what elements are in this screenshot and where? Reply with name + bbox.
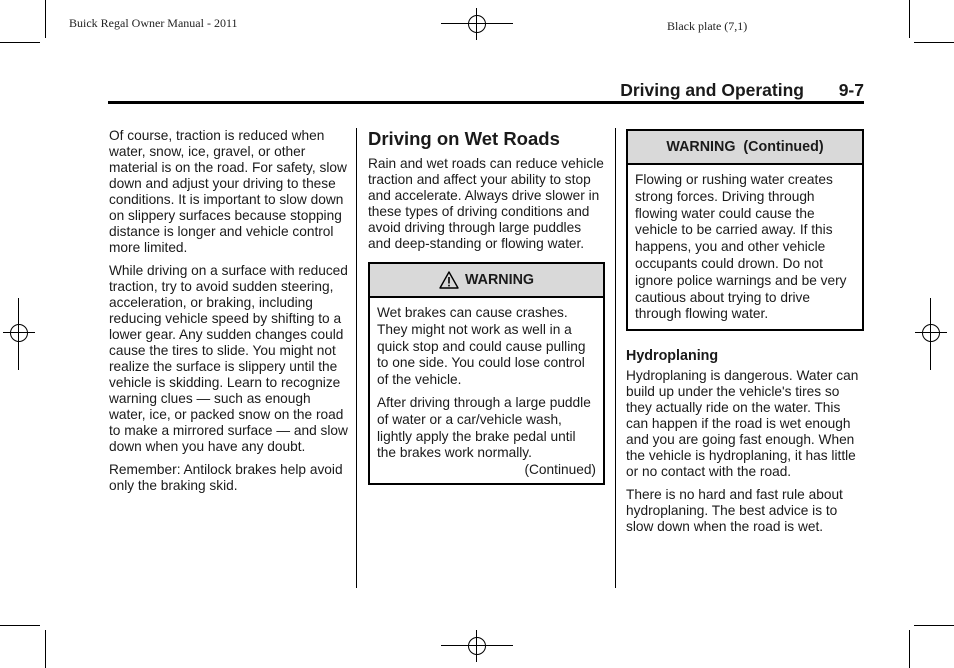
warning-continued-body (628, 165, 862, 329)
crop-mark (0, 42, 40, 43)
paragraph: Of course, traction is reduced when water, snow, ice, gravel, or other material is on the road. For safety, slow down and adjust your driving to these conditions. It is important to slow down on slippery surfaces because stopping distance is longer and vehicle control more limited. (109, 128, 347, 255)
paragraph: Rain and wet roads can reduce vehicle traction and affect your ability to stop and accelerate. Always drive slower in these types of driving conditions and avoid driving through large puddles and deep-standing or flowing water. (368, 156, 604, 251)
warning-header (370, 264, 603, 298)
crop-mark (45, 630, 46, 668)
print-header-left: Buick Regal Owner Manual - 2011 (69, 16, 238, 30)
registration-mark-right (915, 317, 947, 349)
print-header-right: Black plate (7,1) (667, 19, 748, 33)
section-title: Driving and Operating (620, 80, 804, 100)
registration-line (18, 298, 19, 370)
paragraph: Hydroplaning is dangerous. Water can build up under the vehicle's tires so they actually ride on the water. This can happen if the road is wet enough and you are going fast enough. When the vehicle is hydroplaning, it has little or no contact with the road. (626, 368, 859, 480)
paragraph: Remember: Antilock brakes help avoid only the braking skid. (109, 462, 343, 493)
registration-line (441, 645, 513, 646)
section-heading: Driving on Wet Roads (368, 128, 560, 149)
crop-mark (914, 625, 954, 626)
warning-box (368, 262, 605, 485)
column-divider (615, 128, 616, 588)
column-2 (368, 128, 605, 485)
registration-mark-bottom (461, 630, 493, 662)
column-1 (109, 128, 349, 501)
crop-mark (909, 630, 910, 668)
warning-continued-box (626, 129, 864, 331)
column-3 (626, 129, 864, 542)
registration-line (930, 298, 931, 370)
registration-mark-top (461, 8, 493, 40)
subheading: Hydroplaning (626, 348, 719, 365)
paragraph: While driving on a surface with reduced traction, try to avoid sudden steering, acceleration, or braking, including reducing vehicle speed by shifting to a lower gear. Any sudden changes could cause the tires to slide. You might not realize the surface is slippery until the vehicle is skidding. Learn to recognize warning clues — such as enough water, ice, or packed snow on the road to make a mirrored surface — and slow down when you have any doubt. (109, 263, 348, 454)
header-rule (108, 101, 864, 104)
registration-mark-left (3, 317, 35, 349)
crop-mark (909, 0, 910, 38)
warning-paragraph: Wet brakes can cause crashes. They might not work as well in a quick stop and could cause pulling to one side. You could lose control of the vehicle. (377, 305, 586, 388)
crop-mark (45, 0, 46, 38)
paragraph: There is no hard and fast rule about hydroplaning. The best advice is to slow down when the road is wet. (626, 487, 843, 535)
warning-title: WARNING (464, 272, 535, 288)
page-number: 9-7 (838, 80, 864, 100)
crop-mark (0, 625, 40, 626)
column-divider (356, 128, 357, 588)
continued-label: (Continued) (524, 462, 596, 478)
crop-mark (914, 42, 954, 43)
registration-line (441, 23, 513, 24)
warning-triangle-icon (439, 271, 459, 289)
warning-body (370, 298, 603, 483)
warning-paragraph: After driving through a large puddle of water or a car/vehicle wash, lightly apply the brake pedal until the brakes work normally. (377, 394, 591, 461)
warning-paragraph: Flowing or rushing water creates strong forces. Driving through flowing water could cause the vehicle to be carried away. If this happens, you and other vehicle occupants could drown. Do not ignore police warnings and be very cautious about trying to drive through flowing water. (635, 172, 847, 322)
warning-continued-header: WARNING (Continued) (628, 131, 862, 165)
